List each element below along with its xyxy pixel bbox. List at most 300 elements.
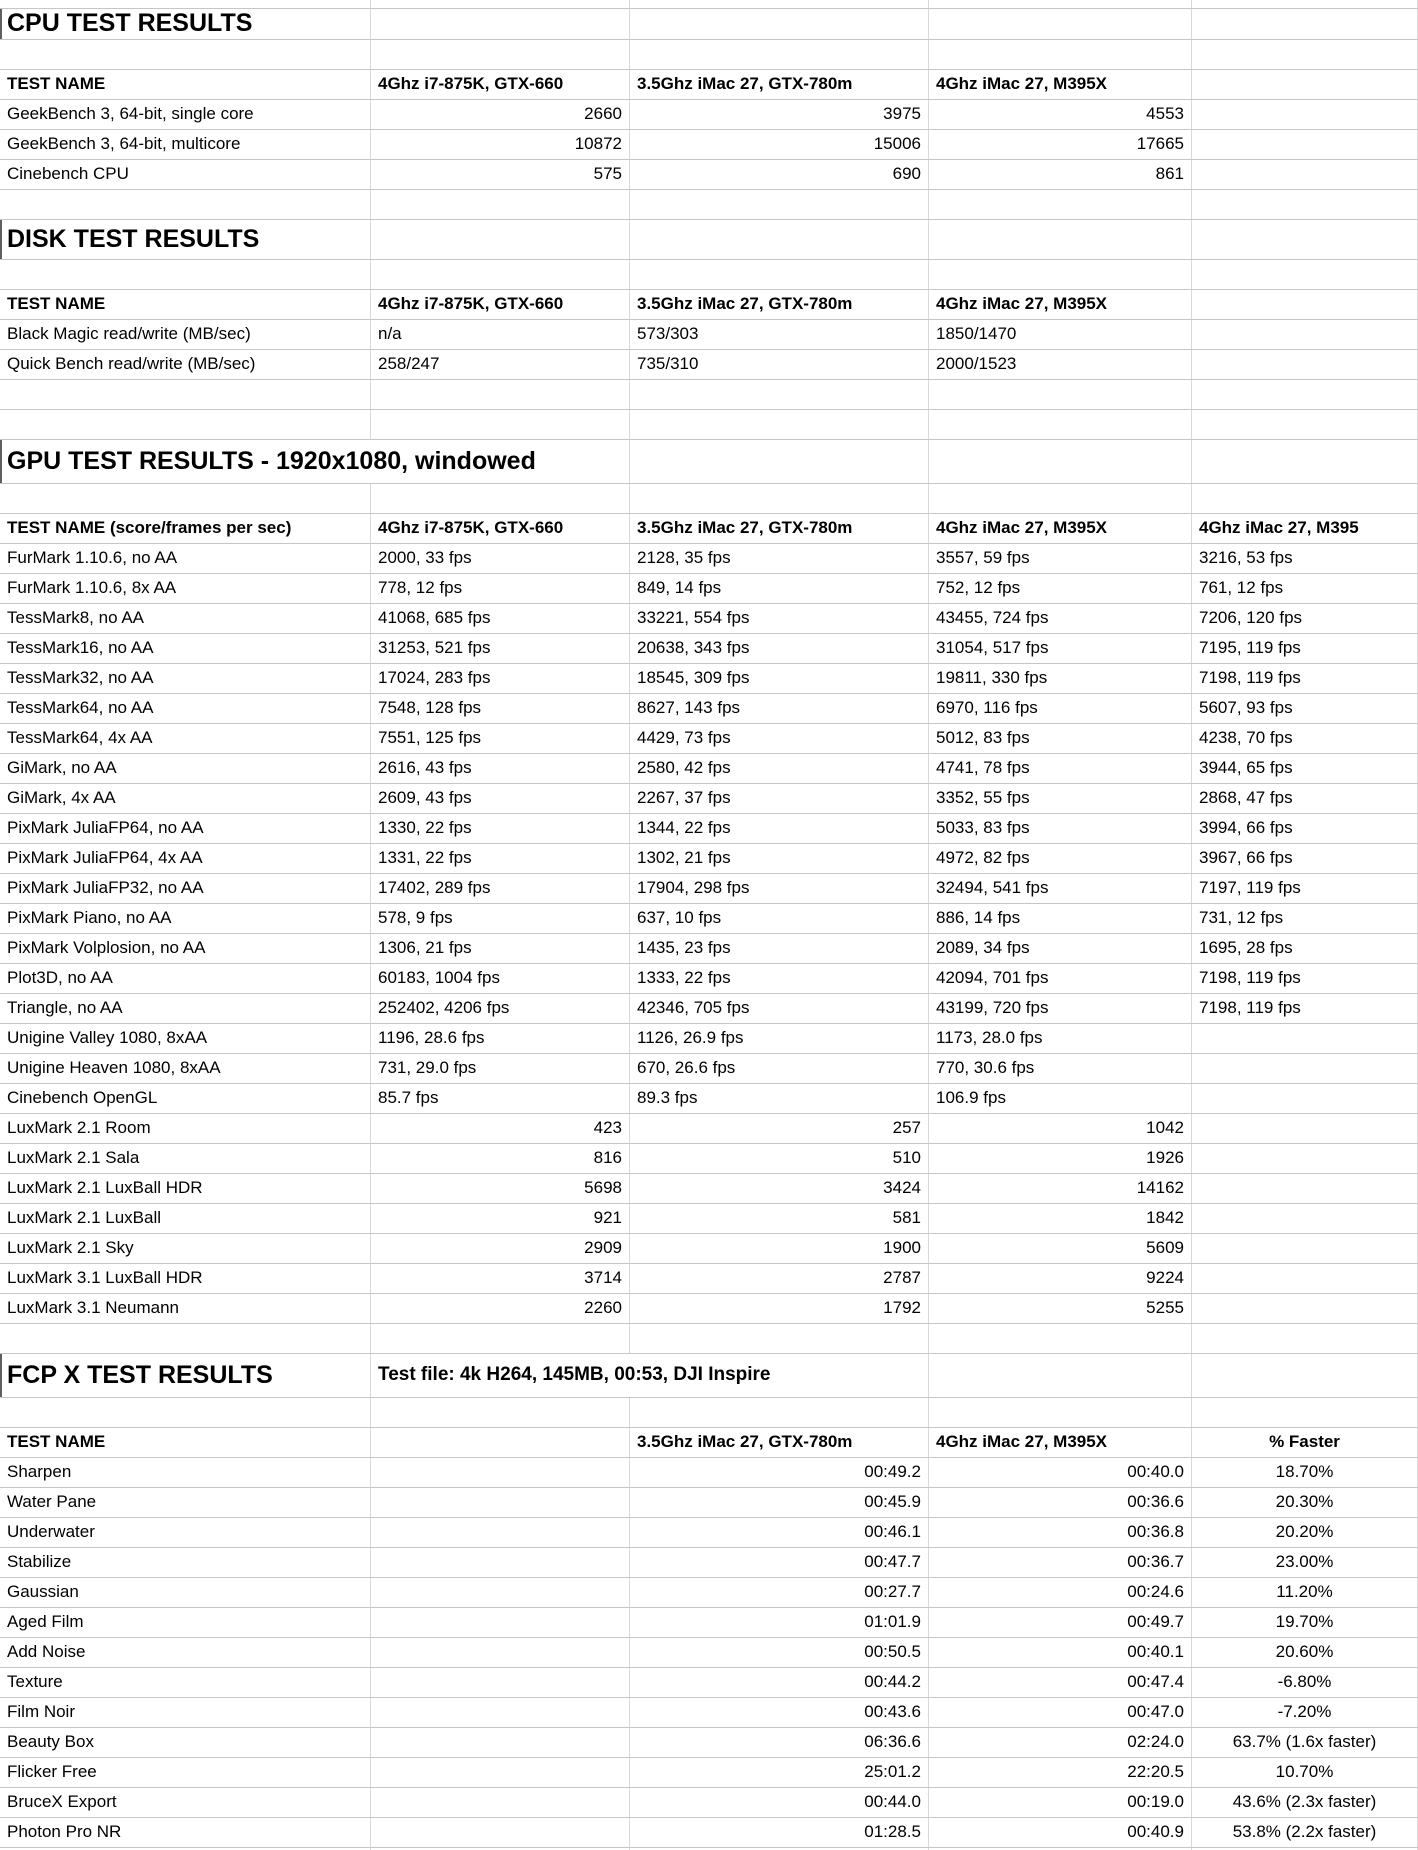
column-header-gpu-3[interactable]: 4Ghz iMac 27, M395X	[929, 514, 1192, 543]
row-label[interactable]: TessMark8, no AA	[0, 604, 371, 633]
column-header-gpu-1[interactable]: 4Ghz i7-875K, GTX-660	[371, 514, 630, 543]
cell-value[interactable]: 4741, 78 fps	[929, 754, 1192, 783]
row-label[interactable]: Sharpen	[0, 1458, 371, 1487]
empty-cell[interactable]	[929, 0, 1192, 8]
row-label[interactable]: Beauty Box	[0, 1728, 371, 1757]
column-header-cpu-4[interactable]	[1192, 70, 1418, 99]
row-label[interactable]: LuxMark 2.1 Room	[0, 1114, 371, 1143]
cell-value[interactable]	[1192, 1234, 1418, 1263]
cell-value[interactable]: 731, 12 fps	[1192, 904, 1418, 933]
row-label[interactable]: TessMark16, no AA	[0, 634, 371, 663]
cell-value[interactable]: 4238, 70 fps	[1192, 724, 1418, 753]
cell-value[interactable]: 5255	[929, 1294, 1192, 1323]
cell-value[interactable]	[1192, 1264, 1418, 1293]
row-label[interactable]: Photon Pro NR	[0, 1818, 371, 1847]
cell-value[interactable]: 20.20%	[1192, 1518, 1418, 1547]
row-label[interactable]: LuxMark 2.1 Sky	[0, 1234, 371, 1263]
cell-value[interactable]: 60183, 1004 fps	[371, 964, 630, 993]
column-header-cpu-3[interactable]: 4Ghz iMac 27, M395X	[929, 70, 1192, 99]
empty-cell[interactable]	[1192, 9, 1418, 39]
empty-cell[interactable]	[1192, 484, 1418, 513]
cell-value[interactable]: 735/310	[630, 350, 929, 379]
row-label[interactable]: PixMark Volplosion, no AA	[0, 934, 371, 963]
cell-value[interactable]: 3967, 66 fps	[1192, 844, 1418, 873]
empty-cell[interactable]	[630, 220, 929, 259]
empty-cell[interactable]	[630, 40, 929, 69]
empty-cell[interactable]	[1192, 190, 1418, 219]
cell-value[interactable]: 17665	[929, 130, 1192, 159]
cell-value[interactable]: 14162	[929, 1174, 1192, 1203]
cell-value[interactable]: 06:36.6	[630, 1728, 929, 1757]
section-title-gpu[interactable]: GPU TEST RESULTS - 1920x1080, windowed	[0, 440, 630, 483]
cell-value[interactable]: 85.7 fps	[371, 1084, 630, 1113]
cell-value[interactable]: 31253, 521 fps	[371, 634, 630, 663]
cell-value[interactable]: 1196, 28.6 fps	[371, 1024, 630, 1053]
empty-cell[interactable]	[929, 380, 1192, 409]
row-label[interactable]: LuxMark 3.1 LuxBall HDR	[0, 1264, 371, 1293]
empty-cell[interactable]	[1192, 380, 1418, 409]
cell-value[interactable]: 2267, 37 fps	[630, 784, 929, 813]
empty-cell[interactable]	[371, 0, 630, 8]
cell-value[interactable]	[1192, 350, 1418, 379]
cell-value[interactable]: 00:27.7	[630, 1578, 929, 1607]
row-label[interactable]: Flicker Free	[0, 1758, 371, 1787]
cell-value[interactable]: 7206, 120 fps	[1192, 604, 1418, 633]
row-label[interactable]: FurMark 1.10.6, no AA	[0, 544, 371, 573]
row-label[interactable]: Texture	[0, 1668, 371, 1697]
row-label[interactable]: FurMark 1.10.6, 8x AA	[0, 574, 371, 603]
cell-value[interactable]: 20.60%	[1192, 1638, 1418, 1667]
cell-value[interactable]: 573/303	[630, 320, 929, 349]
cell-value[interactable]: 42346, 705 fps	[630, 994, 929, 1023]
cell-value[interactable]: 01:01.9	[630, 1608, 929, 1637]
empty-cell[interactable]	[1192, 410, 1418, 439]
cell-value[interactable]: 43455, 724 fps	[929, 604, 1192, 633]
cell-value[interactable]: 849, 14 fps	[630, 574, 929, 603]
row-label[interactable]: GeekBench 3, 64-bit, multicore	[0, 130, 371, 159]
cell-value[interactable]: 106.9 fps	[929, 1084, 1192, 1113]
row-label[interactable]: PixMark JuliaFP32, no AA	[0, 874, 371, 903]
cell-value[interactable]	[371, 1488, 630, 1517]
cell-value[interactable]: 2909	[371, 1234, 630, 1263]
cell-value[interactable]: 761, 12 fps	[1192, 574, 1418, 603]
empty-cell[interactable]	[1192, 1324, 1418, 1353]
cell-value[interactable]: 00:19.0	[929, 1788, 1192, 1817]
cell-value[interactable]: 1850/1470	[929, 320, 1192, 349]
cell-value[interactable]: 7198, 119 fps	[1192, 964, 1418, 993]
cell-value[interactable]: 2128, 35 fps	[630, 544, 929, 573]
cell-value[interactable]: 1695, 28 fps	[1192, 934, 1418, 963]
cell-value[interactable]: 89.3 fps	[630, 1084, 929, 1113]
cell-value[interactable]: 7198, 119 fps	[1192, 994, 1418, 1023]
cell-value[interactable]: 258/247	[371, 350, 630, 379]
row-label[interactable]: LuxMark 3.1 Neumann	[0, 1294, 371, 1323]
cell-value[interactable]: 2868, 47 fps	[1192, 784, 1418, 813]
row-label[interactable]: LuxMark 2.1 LuxBall	[0, 1204, 371, 1233]
row-label[interactable]: Aged Film	[0, 1608, 371, 1637]
cell-value[interactable]: 921	[371, 1204, 630, 1233]
cell-value[interactable]: 637, 10 fps	[630, 904, 929, 933]
cell-value[interactable]: 1792	[630, 1294, 929, 1323]
cell-value[interactable]: 7551, 125 fps	[371, 724, 630, 753]
row-label[interactable]: GiMark, 4x AA	[0, 784, 371, 813]
row-label[interactable]: PixMark JuliaFP64, no AA	[0, 814, 371, 843]
cell-value[interactable]	[1192, 1054, 1418, 1083]
empty-cell[interactable]	[371, 220, 630, 259]
cell-value[interactable]: 581	[630, 1204, 929, 1233]
cell-value[interactable]: 01:28.5	[630, 1818, 929, 1847]
cell-value[interactable]: 2660	[371, 100, 630, 129]
cell-value[interactable]: 6970, 116 fps	[929, 694, 1192, 723]
cell-value[interactable]: 00:44.0	[630, 1788, 929, 1817]
cell-value[interactable]: 43199, 720 fps	[929, 994, 1192, 1023]
empty-cell[interactable]	[929, 1398, 1192, 1427]
cell-value[interactable]	[1192, 1294, 1418, 1323]
cell-value[interactable]: 2616, 43 fps	[371, 754, 630, 783]
cell-value[interactable]: 10872	[371, 130, 630, 159]
cell-value[interactable]: 00:47.4	[929, 1668, 1192, 1697]
empty-cell[interactable]	[630, 1398, 929, 1427]
empty-cell[interactable]	[1192, 1398, 1418, 1427]
cell-value[interactable]: 00:46.1	[630, 1518, 929, 1547]
cell-value[interactable]: 00:47.7	[630, 1548, 929, 1577]
row-label[interactable]: Unigine Heaven 1080, 8xAA	[0, 1054, 371, 1083]
cell-value[interactable]: 23.00%	[1192, 1548, 1418, 1577]
column-header-disk-0[interactable]: TEST NAME	[0, 290, 371, 319]
cell-value[interactable]: 00:49.2	[630, 1458, 929, 1487]
column-header-disk-1[interactable]: 4Ghz i7-875K, GTX-660	[371, 290, 630, 319]
empty-cell[interactable]	[630, 0, 929, 8]
cell-value[interactable]: 578, 9 fps	[371, 904, 630, 933]
cell-value[interactable]: 575	[371, 160, 630, 189]
row-label[interactable]: Stabilize	[0, 1548, 371, 1577]
cell-value[interactable]	[1192, 160, 1418, 189]
empty-cell[interactable]	[371, 380, 630, 409]
empty-cell[interactable]	[371, 1324, 630, 1353]
cell-value[interactable]: 20.30%	[1192, 1488, 1418, 1517]
row-label[interactable]: Underwater	[0, 1518, 371, 1547]
row-label[interactable]: Cinebench CPU	[0, 160, 371, 189]
column-header-cpu-2[interactable]: 3.5Ghz iMac 27, GTX-780m	[630, 70, 929, 99]
cell-value[interactable]: 690	[630, 160, 929, 189]
section-title-fcpx[interactable]: FCP X TEST RESULTS	[0, 1354, 371, 1397]
row-label[interactable]: Cinebench OpenGL	[0, 1084, 371, 1113]
cell-value[interactable]: 861	[929, 160, 1192, 189]
cell-value[interactable]: 770, 30.6 fps	[929, 1054, 1192, 1083]
cell-value[interactable]: 25:01.2	[630, 1758, 929, 1787]
empty-cell[interactable]	[630, 440, 929, 483]
empty-cell[interactable]	[0, 260, 371, 289]
cell-value[interactable]: 4972, 82 fps	[929, 844, 1192, 873]
empty-cell[interactable]	[1192, 220, 1418, 259]
cell-value[interactable]: 17904, 298 fps	[630, 874, 929, 903]
cell-value[interactable]: 22:20.5	[929, 1758, 1192, 1787]
row-label[interactable]: PixMark Piano, no AA	[0, 904, 371, 933]
row-label[interactable]: Unigine Valley 1080, 8xAA	[0, 1024, 371, 1053]
empty-cell[interactable]	[1192, 260, 1418, 289]
cell-value[interactable]: 5033, 83 fps	[929, 814, 1192, 843]
cell-value[interactable]: 9224	[929, 1264, 1192, 1293]
cell-value[interactable]: 42094, 701 fps	[929, 964, 1192, 993]
section-title-disk[interactable]: DISK TEST RESULTS	[0, 220, 371, 259]
cell-value[interactable]: 3994, 66 fps	[1192, 814, 1418, 843]
cell-value[interactable]: 731, 29.0 fps	[371, 1054, 630, 1083]
cell-value[interactable]: 4429, 73 fps	[630, 724, 929, 753]
column-header-disk-4[interactable]	[1192, 290, 1418, 319]
empty-cell[interactable]	[371, 40, 630, 69]
empty-cell[interactable]	[0, 380, 371, 409]
empty-cell[interactable]	[0, 190, 371, 219]
cell-value[interactable]: 00:47.0	[929, 1698, 1192, 1727]
cell-value[interactable]: 19.70%	[1192, 1608, 1418, 1637]
empty-cell[interactable]	[371, 190, 630, 219]
cell-value[interactable]: 63.7% (1.6x faster)	[1192, 1728, 1418, 1757]
cell-value[interactable]: 53.8% (2.2x faster)	[1192, 1818, 1418, 1847]
cell-value[interactable]: 1126, 26.9 fps	[630, 1024, 929, 1053]
column-header-gpu-2[interactable]: 3.5Ghz iMac 27, GTX-780m	[630, 514, 929, 543]
empty-cell[interactable]	[929, 40, 1192, 69]
column-header-gpu-0[interactable]: TEST NAME (score/frames per sec)	[0, 514, 371, 543]
cell-value[interactable]	[371, 1728, 630, 1757]
cell-value[interactable]: 816	[371, 1144, 630, 1173]
cell-value[interactable]: 5698	[371, 1174, 630, 1203]
cell-value[interactable]: 7197, 119 fps	[1192, 874, 1418, 903]
empty-cell[interactable]	[371, 484, 630, 513]
row-label[interactable]: Quick Bench read/write (MB/sec)	[0, 350, 371, 379]
cell-value[interactable]: 43.6% (2.3x faster)	[1192, 1788, 1418, 1817]
cell-value[interactable]	[1192, 1144, 1418, 1173]
empty-cell[interactable]	[0, 40, 371, 69]
cell-value[interactable]: 3944, 65 fps	[1192, 754, 1418, 783]
cell-value[interactable]: -6.80%	[1192, 1668, 1418, 1697]
cell-value[interactable]: 19811, 330 fps	[929, 664, 1192, 693]
cell-value[interactable]: 886, 14 fps	[929, 904, 1192, 933]
cell-value[interactable]: 5609	[929, 1234, 1192, 1263]
column-header-fcpx-1[interactable]	[371, 1428, 630, 1457]
cell-value[interactable]	[1192, 100, 1418, 129]
cell-value[interactable]: 3557, 59 fps	[929, 544, 1192, 573]
row-label[interactable]: LuxMark 2.1 Sala	[0, 1144, 371, 1173]
empty-cell[interactable]	[929, 440, 1192, 483]
row-label[interactable]: Water Pane	[0, 1488, 371, 1517]
cell-value[interactable]	[1192, 1084, 1418, 1113]
cell-value[interactable]	[371, 1518, 630, 1547]
column-header-disk-2[interactable]: 3.5Ghz iMac 27, GTX-780m	[630, 290, 929, 319]
empty-cell[interactable]	[1192, 440, 1418, 483]
cell-value[interactable]: 00:45.9	[630, 1488, 929, 1517]
cell-value[interactable]: 00:40.0	[929, 1458, 1192, 1487]
empty-cell[interactable]	[929, 190, 1192, 219]
cell-value[interactable]: 00:36.7	[929, 1548, 1192, 1577]
empty-cell[interactable]	[929, 1324, 1192, 1353]
cell-value[interactable]: 02:24.0	[929, 1728, 1192, 1757]
cell-value[interactable]: 4553	[929, 100, 1192, 129]
empty-cell[interactable]	[929, 260, 1192, 289]
empty-cell[interactable]	[0, 1398, 371, 1427]
cell-value[interactable]: 00:24.6	[929, 1578, 1192, 1607]
cell-value[interactable]: 752, 12 fps	[929, 574, 1192, 603]
cell-value[interactable]: 00:36.6	[929, 1488, 1192, 1517]
cell-value[interactable]: 252402, 4206 fps	[371, 994, 630, 1023]
cell-value[interactable]: 20638, 343 fps	[630, 634, 929, 663]
cell-value[interactable]: 00:50.5	[630, 1638, 929, 1667]
empty-cell[interactable]	[630, 9, 929, 39]
empty-cell[interactable]	[1192, 40, 1418, 69]
row-label[interactable]: GiMark, no AA	[0, 754, 371, 783]
empty-cell[interactable]	[0, 410, 371, 439]
cell-value[interactable]: 00:40.1	[929, 1638, 1192, 1667]
cell-value[interactable]: 17402, 289 fps	[371, 874, 630, 903]
empty-cell[interactable]	[371, 9, 630, 39]
empty-cell[interactable]	[929, 484, 1192, 513]
cell-value[interactable]: 33221, 554 fps	[630, 604, 929, 633]
empty-cell[interactable]	[929, 9, 1192, 39]
column-header-gpu-4[interactable]: 4Ghz iMac 27, M395	[1192, 514, 1418, 543]
empty-cell[interactable]	[371, 1398, 630, 1427]
cell-value[interactable]: 17024, 283 fps	[371, 664, 630, 693]
cell-value[interactable]: 2000/1523	[929, 350, 1192, 379]
column-header-disk-3[interactable]: 4Ghz iMac 27, M395X	[929, 290, 1192, 319]
cell-value[interactable]: 2580, 42 fps	[630, 754, 929, 783]
cell-value[interactable]: n/a	[371, 320, 630, 349]
column-header-fcpx-3[interactable]: 4Ghz iMac 27, M395X	[929, 1428, 1192, 1457]
empty-cell[interactable]	[630, 410, 929, 439]
row-label[interactable]: LuxMark 2.1 LuxBall HDR	[0, 1174, 371, 1203]
cell-value[interactable]: 257	[630, 1114, 929, 1143]
cell-value[interactable]: 3975	[630, 100, 929, 129]
cell-value[interactable]	[371, 1578, 630, 1607]
empty-cell[interactable]	[630, 380, 929, 409]
cell-value[interactable]: 2609, 43 fps	[371, 784, 630, 813]
empty-cell[interactable]	[630, 260, 929, 289]
cell-value[interactable]	[1192, 1024, 1418, 1053]
empty-cell[interactable]	[371, 410, 630, 439]
empty-cell[interactable]	[0, 484, 371, 513]
row-label[interactable]: Plot3D, no AA	[0, 964, 371, 993]
column-header-cpu-1[interactable]: 4Ghz i7-875K, GTX-660	[371, 70, 630, 99]
cell-value[interactable]: 2089, 34 fps	[929, 934, 1192, 963]
cell-value[interactable]: 1330, 22 fps	[371, 814, 630, 843]
row-label[interactable]: Black Magic read/write (MB/sec)	[0, 320, 371, 349]
cell-value[interactable]	[371, 1458, 630, 1487]
empty-cell[interactable]	[1192, 1354, 1418, 1397]
cell-value[interactable]: 1331, 22 fps	[371, 844, 630, 873]
cell-value[interactable]: 11.20%	[1192, 1578, 1418, 1607]
column-header-fcpx-2[interactable]: 3.5Ghz iMac 27, GTX-780m	[630, 1428, 929, 1457]
empty-cell[interactable]	[630, 1324, 929, 1353]
cell-value[interactable]: 1842	[929, 1204, 1192, 1233]
cell-value[interactable]: 8627, 143 fps	[630, 694, 929, 723]
cell-value[interactable]: 778, 12 fps	[371, 574, 630, 603]
cell-value[interactable]: 31054, 517 fps	[929, 634, 1192, 663]
cell-value[interactable]	[1192, 320, 1418, 349]
cell-value[interactable]: -7.20%	[1192, 1698, 1418, 1727]
cell-value[interactable]: 3352, 55 fps	[929, 784, 1192, 813]
cell-value[interactable]: 1900	[630, 1234, 929, 1263]
cell-value[interactable]: 7198, 119 fps	[1192, 664, 1418, 693]
empty-cell[interactable]	[929, 1354, 1192, 1397]
row-label[interactable]: TessMark32, no AA	[0, 664, 371, 693]
cell-value[interactable]: 1344, 22 fps	[630, 814, 929, 843]
row-label[interactable]: PixMark JuliaFP64, 4x AA	[0, 844, 371, 873]
cell-value[interactable]: 00:40.9	[929, 1818, 1192, 1847]
cell-value[interactable]: 00:44.2	[630, 1668, 929, 1697]
column-header-fcpx-0[interactable]: TEST NAME	[0, 1428, 371, 1457]
empty-cell[interactable]	[630, 190, 929, 219]
cell-value[interactable]	[1192, 1204, 1418, 1233]
cell-value[interactable]: 1926	[929, 1144, 1192, 1173]
empty-cell[interactable]	[929, 410, 1192, 439]
row-label[interactable]: GeekBench 3, 64-bit, single core	[0, 100, 371, 129]
column-header-cpu-0[interactable]: TEST NAME	[0, 70, 371, 99]
section-title-cpu[interactable]: CPU TEST RESULTS	[0, 9, 371, 39]
cell-value[interactable]: 5607, 93 fps	[1192, 694, 1418, 723]
cell-value[interactable]: 32494, 541 fps	[929, 874, 1192, 903]
cell-value[interactable]: 00:43.6	[630, 1698, 929, 1727]
row-label[interactable]: Triangle, no AA	[0, 994, 371, 1023]
cell-value[interactable]	[371, 1758, 630, 1787]
cell-value[interactable]: 3424	[630, 1174, 929, 1203]
cell-value[interactable]: 7195, 119 fps	[1192, 634, 1418, 663]
cell-value[interactable]	[371, 1698, 630, 1727]
cell-value[interactable]: 15006	[630, 130, 929, 159]
cell-value[interactable]: 1042	[929, 1114, 1192, 1143]
cell-value[interactable]: 18545, 309 fps	[630, 664, 929, 693]
empty-cell[interactable]	[0, 1324, 371, 1353]
cell-value[interactable]: 5012, 83 fps	[929, 724, 1192, 753]
empty-cell[interactable]	[0, 0, 371, 8]
empty-cell[interactable]	[929, 220, 1192, 259]
cell-value[interactable]	[371, 1818, 630, 1847]
row-label[interactable]: TessMark64, 4x AA	[0, 724, 371, 753]
cell-value[interactable]: 2000, 33 fps	[371, 544, 630, 573]
cell-value[interactable]: 10.70%	[1192, 1758, 1418, 1787]
row-label[interactable]: Add Noise	[0, 1638, 371, 1667]
cell-value[interactable]	[1192, 1114, 1418, 1143]
cell-value[interactable]: 423	[371, 1114, 630, 1143]
cell-value[interactable]	[1192, 130, 1418, 159]
cell-value[interactable]: 510	[630, 1144, 929, 1173]
cell-value[interactable]: 2260	[371, 1294, 630, 1323]
cell-value[interactable]: 00:49.7	[929, 1608, 1192, 1637]
cell-value[interactable]	[371, 1788, 630, 1817]
cell-value[interactable]: 670, 26.6 fps	[630, 1054, 929, 1083]
section-note-fcpx[interactable]: Test file: 4k H264, 145MB, 00:53, DJI Inspire	[371, 1354, 929, 1397]
cell-value[interactable]: 1302, 21 fps	[630, 844, 929, 873]
cell-value[interactable]: 1435, 23 fps	[630, 934, 929, 963]
cell-value[interactable]: 41068, 685 fps	[371, 604, 630, 633]
cell-value[interactable]: 1306, 21 fps	[371, 934, 630, 963]
column-header-fcpx-4[interactable]: % Faster	[1192, 1428, 1418, 1457]
cell-value[interactable]: 2787	[630, 1264, 929, 1293]
cell-value[interactable]: 3714	[371, 1264, 630, 1293]
row-label[interactable]: TessMark64, no AA	[0, 694, 371, 723]
cell-value[interactable]	[371, 1638, 630, 1667]
cell-value[interactable]: 18.70%	[1192, 1458, 1418, 1487]
row-label[interactable]: Gaussian	[0, 1578, 371, 1607]
cell-value[interactable]	[1192, 1174, 1418, 1203]
cell-value[interactable]: 1333, 22 fps	[630, 964, 929, 993]
cell-value[interactable]: 7548, 128 fps	[371, 694, 630, 723]
cell-value[interactable]: 3216, 53 fps	[1192, 544, 1418, 573]
empty-cell[interactable]	[630, 484, 929, 513]
cell-value[interactable]	[371, 1608, 630, 1637]
row-label[interactable]: BruceX Export	[0, 1788, 371, 1817]
cell-value[interactable]: 00:36.8	[929, 1518, 1192, 1547]
row-label[interactable]: Film Noir	[0, 1698, 371, 1727]
cell-value[interactable]	[371, 1548, 630, 1577]
empty-cell[interactable]	[1192, 0, 1418, 8]
